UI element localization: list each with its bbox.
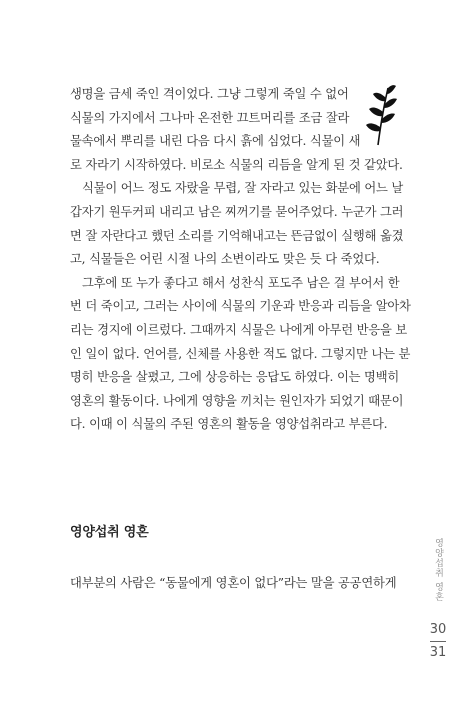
text-line: 로 자라기 시작하였다. 비로소 식물의 리듬을 알게 된 것 같았다. bbox=[70, 157, 403, 172]
text-line: 번 더 죽이고, 그러는 사이에 식물의 기운과 반응과 리듬을 알아차 bbox=[70, 299, 411, 314]
text-line: 다. 이때 이 식물의 주된 영혼의 활동을 영양섭취라고 부른다. bbox=[70, 417, 388, 432]
text-line: 대부분의 사람은 “동물에게 영혼이 없다”라는 말을 공공연하게 bbox=[70, 576, 397, 590]
text-line: 식물의 가지에서 그나마 온전한 끄트머리를 조금 잘라 bbox=[70, 110, 350, 125]
leaf-branch-icon bbox=[358, 82, 398, 146]
text-line: 리는 경지에 이르렀다. 그때까지 식물은 나에게 아무런 반응을 보 bbox=[70, 323, 408, 337]
text-line: 생명을 금세 죽인 격이었다. 그냥 그렇게 죽일 수 없어 bbox=[70, 87, 349, 101]
text-line: 면 잘 자란다고 했던 소리를 기억해내고는 뜬금없이 실행해 옮겼 bbox=[70, 228, 404, 243]
text-line: 갑자기 원두커피 내리고 남은 찌꺼기를 묻어주었다. 누군가 그러 bbox=[70, 205, 404, 219]
page-number-divider bbox=[430, 641, 446, 642]
page-number-right: 31 bbox=[429, 645, 447, 660]
page-number-left: 30 bbox=[429, 622, 447, 637]
text-line: 식물이 어느 정도 자랐을 무렵, 잘 자라고 있는 화분에 어느 날 bbox=[82, 181, 404, 196]
section-title: 영양섭취 영혼 bbox=[70, 525, 149, 540]
text-line: 인 일이 없다. 언어를, 신체를 사용한 적도 없다. 그렇지만 나는 분 bbox=[70, 346, 411, 361]
text-line: 그후에 또 누가 좋다고 해서 성찬식 포도주 남은 걸 부어서 한 bbox=[82, 275, 400, 290]
text-line: 물속에서 뿌리를 내린 다음 다시 흙에 심었다. 식물이 새 bbox=[70, 134, 361, 149]
text-line: 고, 식물들은 어린 시절 나의 소변이라도 맞은 듯 다 죽었다. bbox=[70, 252, 380, 267]
running-header-side-title: 영양섭취 영혼 bbox=[433, 538, 443, 602]
text-line: 영혼의 활동이다. 나에게 영향을 끼치는 원인자가 되었기 때문이 bbox=[70, 393, 404, 408]
text-line: 명히 반응을 살폈고, 그에 상응하는 응답도 하였다. 이는 명백히 bbox=[70, 370, 400, 385]
